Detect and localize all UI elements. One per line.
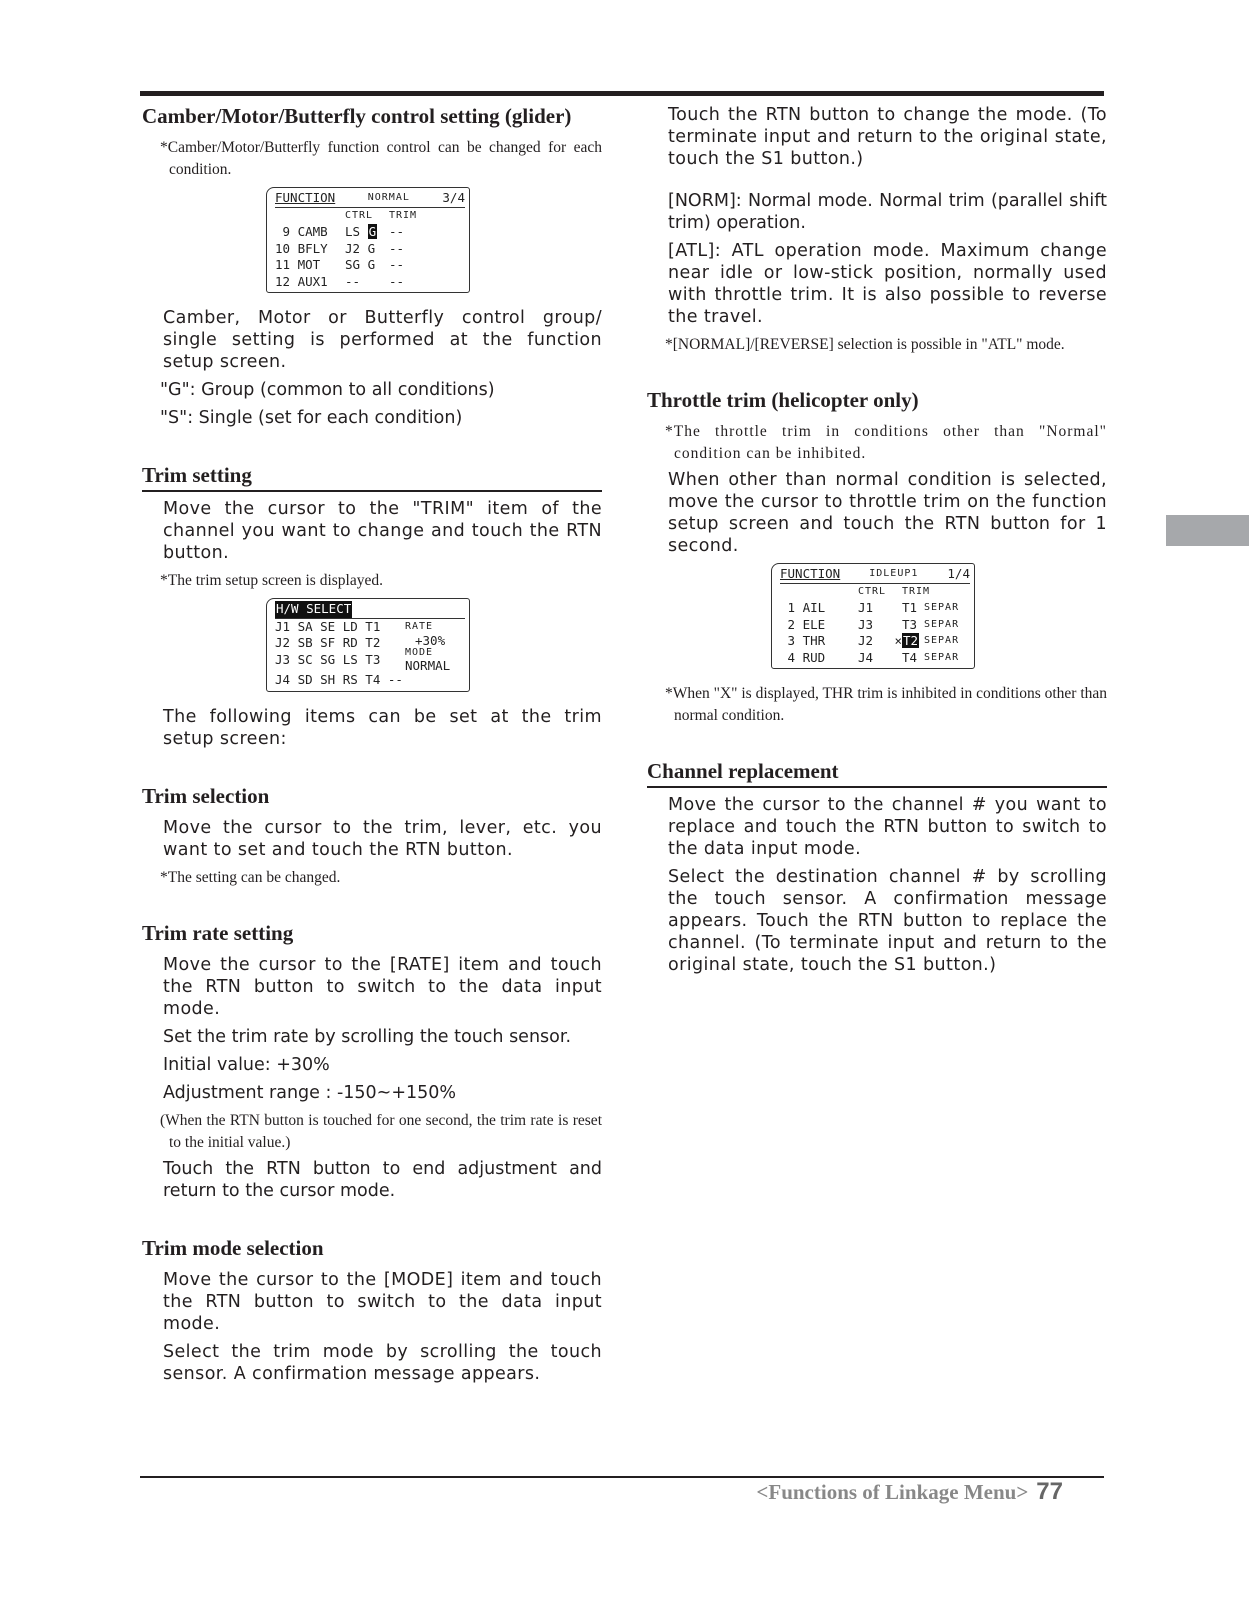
- lcd-mode: NORMAL: [367, 192, 410, 203]
- page-number: 77: [1036, 1478, 1063, 1505]
- footer-section: <Functions of Linkage Menu>: [756, 1480, 1029, 1504]
- camber-note: *Camber/Motor/Butterfly function control can be changed for each condition.: [160, 139, 602, 178]
- trim-selection-body: Move the cursor to the trim, lever, etc. you want to set and touch the RTN button.: [163, 817, 602, 860]
- lcd-page: 3/4: [442, 190, 465, 205]
- single-line: "S": Single (set for each condition): [160, 408, 463, 428]
- lcd-row: 10 BFLY J2 G --: [275, 240, 405, 256]
- lcd-row: 3 THR J2 × T2 SEPAR: [780, 633, 960, 648]
- lcd-rate-value: +30%: [415, 633, 446, 648]
- lcd-title: FUNCTION: [780, 566, 841, 581]
- inhibit-x-icon: ×: [894, 633, 902, 648]
- trim-rate-range: Adjustment range : -150~+150%: [163, 1082, 457, 1103]
- right-column: [647, 104, 1107, 982]
- lcd-row: 12 AUX1 -- --: [275, 273, 405, 289]
- norm-mode-desc: [NORM]: Normal mode. Normal trim (parallel shift trim) operation.: [668, 191, 1107, 233]
- trim-rate-body-3: Touch the RTN button to end adjustment and return to the cursor mode.: [163, 1158, 602, 1201]
- trim-mode-heading: Trim mode selection: [142, 1235, 324, 1260]
- lcd-page: 1/4: [947, 566, 970, 581]
- left-column: [142, 104, 602, 1391]
- lcd-row: J4 SD SH RS T4 --: [275, 672, 403, 687]
- lcd-col-trim: TRIM: [902, 585, 931, 597]
- lcd-row: 1 AIL J1 T1 SEPAR: [780, 600, 960, 615]
- lcd-mode: IDLEUP1: [869, 568, 919, 579]
- side-thumb-tab: [1166, 515, 1249, 546]
- lcd-header: [275, 190, 465, 208]
- lcd-rate-label: RATE: [405, 620, 434, 632]
- camber-body: Camber, Motor or Butterfly control group/ single setting is performed at the function setup screen.: [163, 308, 602, 372]
- trim-rate-heading: Trim rate setting: [142, 920, 294, 945]
- lcd-cursor: T2: [903, 633, 919, 648]
- group-line: "G": Group (common to all conditions): [160, 380, 495, 400]
- camber-heading: Camber/Motor/Butterfly control setting (glider): [142, 104, 572, 128]
- trim-mode-body-1: Move the cursor to the [MODE] item and touch the RTN button to switch to the data input mode.: [163, 1269, 602, 1334]
- trim-selection-note: *The setting can be changed.: [160, 868, 341, 886]
- lcd-row: 4 RUD J4 T4 SEPAR: [780, 649, 960, 665]
- lcd-col-trim: TRIM: [389, 209, 418, 221]
- trim-setting-note: *The trim setup screen is displayed.: [160, 572, 383, 589]
- hw-select-screen: [266, 598, 470, 692]
- trim-mode-body-2: Select the trim mode by scrolling the touch sensor. A confirmation message appears.: [163, 1341, 602, 1384]
- lcd-col-ctrl: CTRL: [345, 209, 374, 221]
- lcd-mode-value: NORMAL: [405, 658, 451, 673]
- lcd-row: J1 SA SE LD T1: [275, 618, 381, 634]
- lcd-row: 2 ELE J3 T3 SEPAR: [780, 616, 960, 632]
- trim-setting-body: Move the cursor to the "TRIM" item of the channel you want to change and touch the RTN button.: [163, 499, 602, 563]
- lcd-cursor: G: [368, 224, 377, 239]
- atl-note: *[NORMAL]/[REVERSE] selection is possible in "ATL" mode.: [665, 336, 1065, 353]
- lcd-col-ctrl: CTRL: [858, 585, 887, 597]
- lcd-row: 9 CAMB LS G --: [275, 224, 405, 239]
- atl-mode-desc: [ATL]: ATL operation mode. Maximum change near idle or low-stick position, normally used with throttle trim. It is also possible to reverse the travel.: [668, 241, 1107, 327]
- trim-rate-body-2: Set the trim rate by scrolling the touch sensor.: [163, 1026, 572, 1047]
- lcd-header: [780, 566, 970, 584]
- channel-body-2: Select the destination channel # by scrolling the touch sensor. A confirmation message appears. Touch the RTN button to replace the channel. (To terminate input and return to the original state, touch the S1 button.): [668, 867, 1107, 975]
- throttle-note: *The throttle trim in conditions other than "Normal" condition can be inhibited.: [665, 423, 1107, 462]
- trim-setup-intro: The following items can be set at the trim setup screen:: [163, 706, 602, 749]
- trim-rate-note: (When the RTN button is touched for one second, the trim rate is reset to the initial value.): [160, 1111, 602, 1151]
- trim-setting-heading: Trim setting: [142, 463, 602, 492]
- throttle-trim-heading: Throttle trim (helicopter only): [647, 388, 919, 412]
- throttle-note-2: *When "X" is displayed, THR trim is inhibited in conditions other than normal condition.: [665, 685, 1108, 724]
- channel-body-1: Move the cursor to the channel # you want to replace and touch the RTN button to switch to the data input mode.: [668, 795, 1107, 859]
- lcd-mode-label: MODE: [405, 647, 434, 658]
- camber-function-screen: [266, 187, 470, 293]
- lcd-row: J2 SB SF RD T2: [275, 635, 381, 650]
- trim-rate-initial: Initial value: +30%: [163, 1054, 330, 1075]
- lcd-row: J3 SC SG LS T3: [275, 651, 381, 667]
- trim-selection-heading: Trim selection: [142, 783, 270, 808]
- page-footer: [756, 1478, 1063, 1506]
- trim-rate-body-1: Move the cursor to the [RATE] item and touch the RTN button to switch to the data input mode.: [163, 954, 602, 1019]
- channel-replacement-heading: Channel replacement: [647, 759, 1107, 788]
- lcd-title: H/W SELECT: [276, 601, 352, 616]
- top-rule: [140, 91, 1104, 96]
- lcd-row: 11 MOT SG G --: [275, 257, 405, 272]
- throttle-function-screen: [771, 563, 975, 669]
- throttle-body: When other than normal condition is selected, move the cursor to throttle trim on the function setup screen and touch the RTN button for 1 second.: [668, 470, 1107, 556]
- lcd-title: FUNCTION: [275, 190, 336, 205]
- mode-change-body: Touch the RTN button to change the mode. (To terminate input and return to the original state, touch the S1 button.): [668, 105, 1107, 169]
